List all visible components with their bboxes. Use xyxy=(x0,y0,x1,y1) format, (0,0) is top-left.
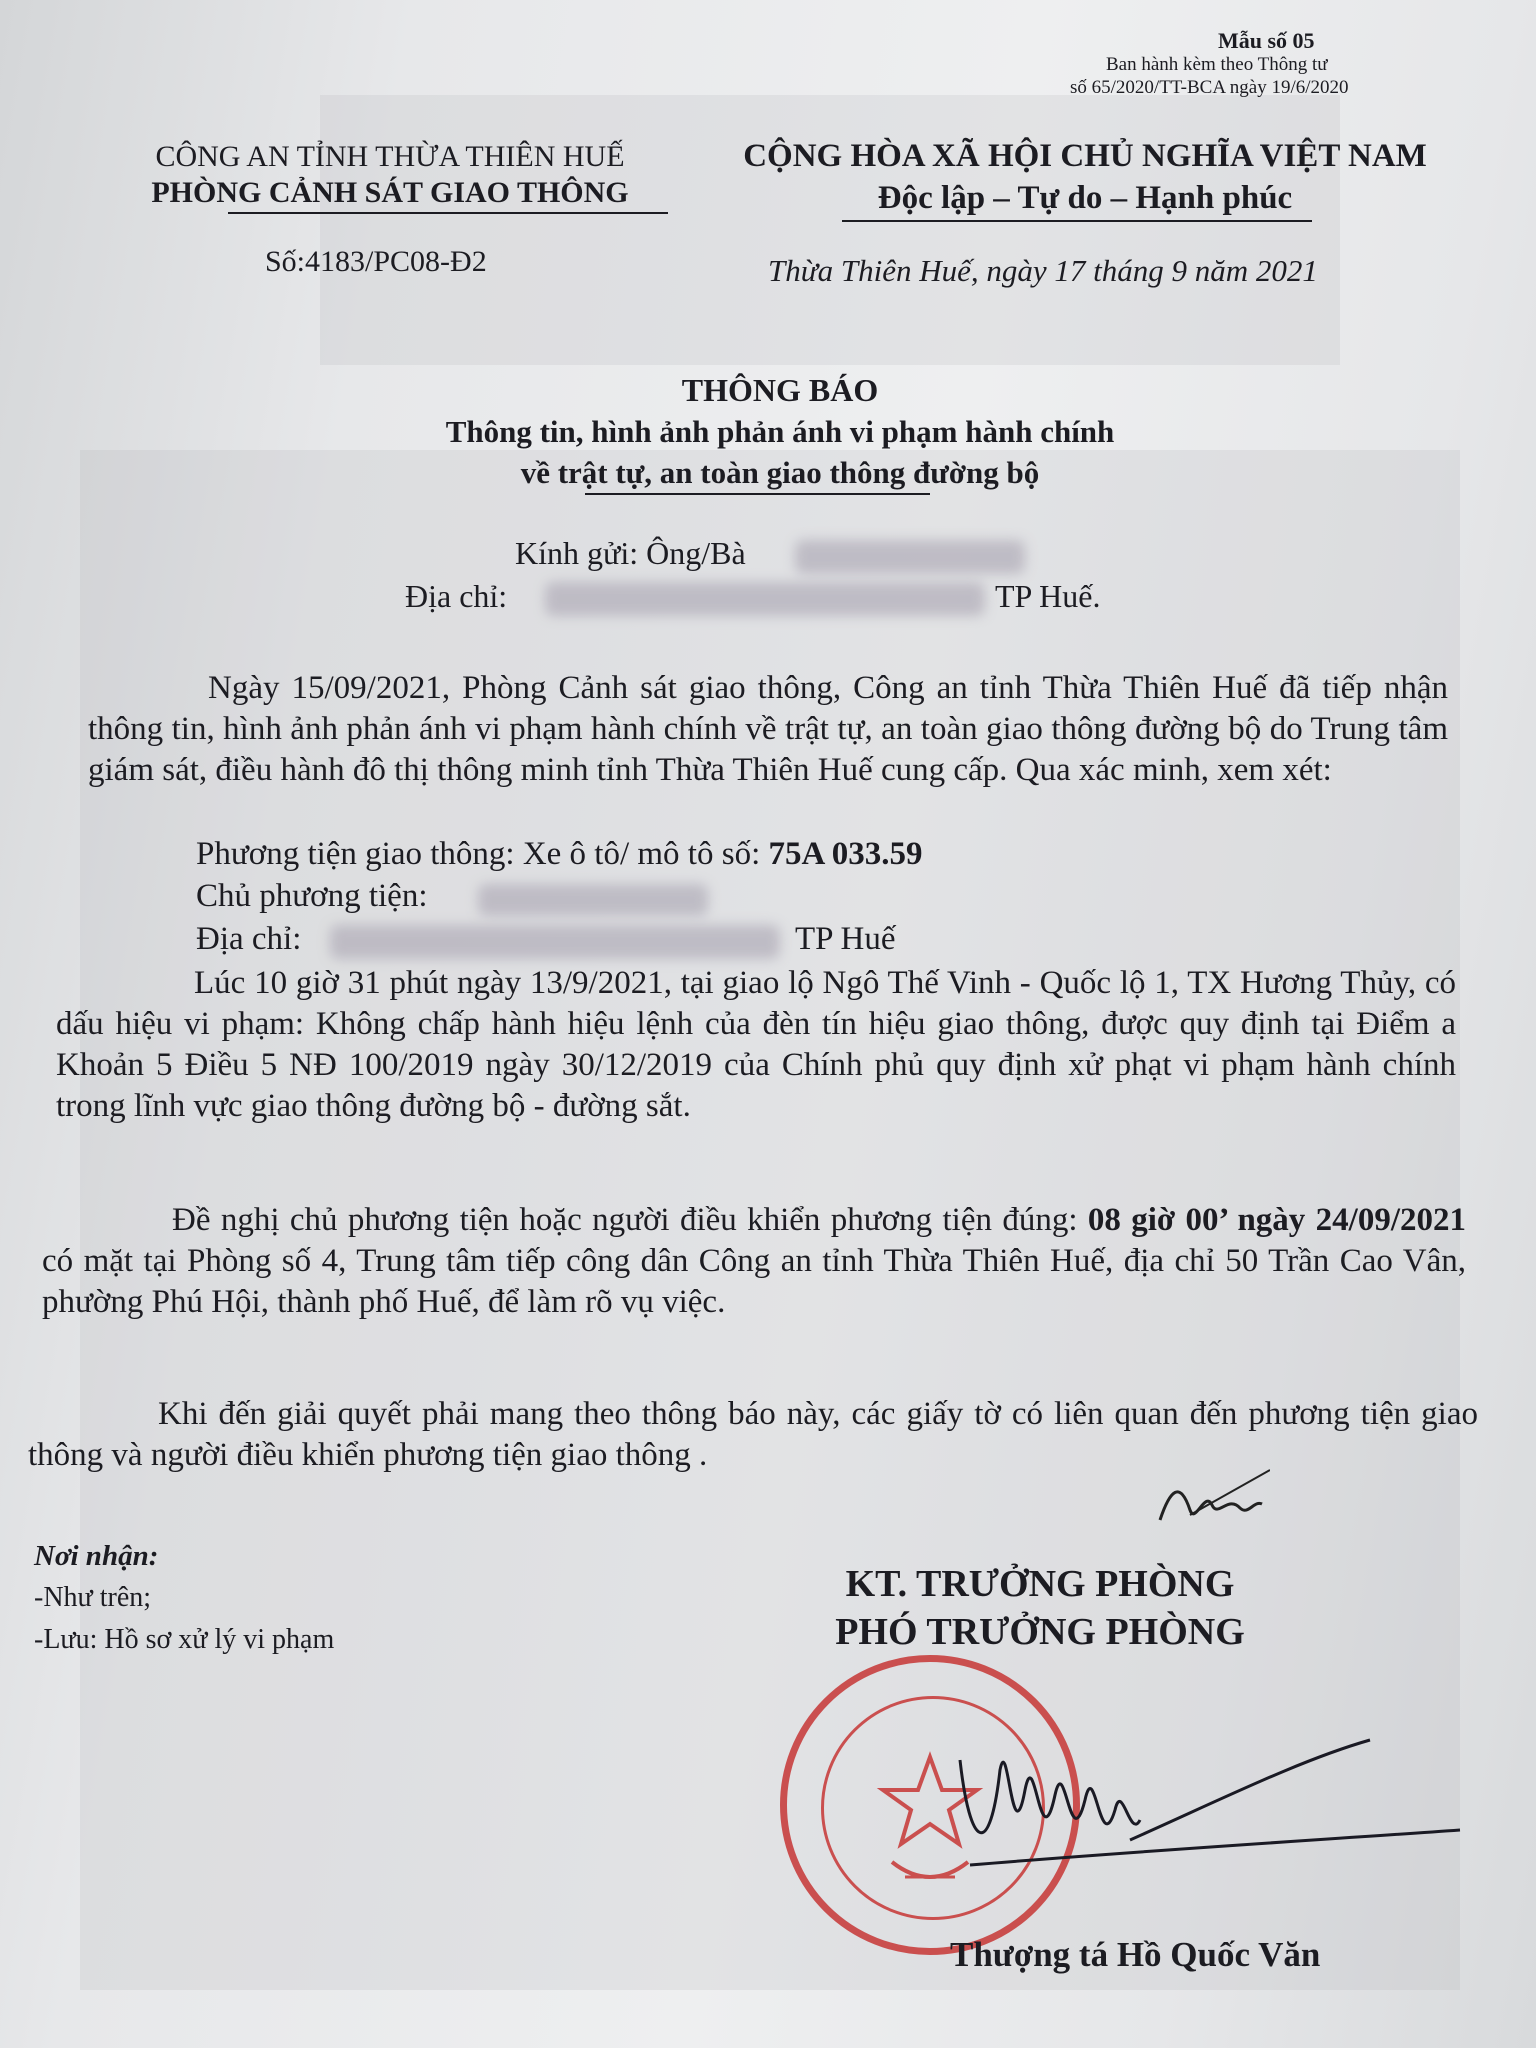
recipients-item-1: -Như trên; xyxy=(34,1582,152,1613)
form-issued-line2: số 65/2020/TT-BCA ngày 19/6/2020 xyxy=(1070,77,1349,98)
department-underline xyxy=(228,212,668,214)
notice-title: THÔNG BÁO xyxy=(681,372,879,408)
handwritten-signature xyxy=(900,1700,1500,1880)
recipient-address-label: Địa chỉ: xyxy=(405,578,508,614)
recipient-address-city: TP Huế. xyxy=(995,578,1101,614)
notice-subtitle-2: về trật tự, an toàn giao thông đường bộ xyxy=(520,455,1040,490)
nation-name: CỘNG HÒA XÃ HỘI CHỦ NGHĨA VIỆT NAM xyxy=(743,138,1427,174)
owner-label: Chủ phương tiện: xyxy=(196,878,428,914)
paragraph-2-text: Lúc 10 giờ 31 phút ngày 13/9/2021, tại giao lộ Ngô Thế Vinh - Quốc lộ 1, TX Hương Thủy, có dấu hiệu vi phạm: Không chấp hành hiệu lệnh của đèn tín hiệu giao thông, được quy định tại Điểm a Khoản 5 Điều 5 NĐ 100/2019 ngày 30/12/2019 của Chính phủ quy định xử phạt vi phạm hành chính trong lĩnh vực giao thông đường bộ - đường sắt. xyxy=(56,965,1456,1124)
recipient-name-redacted xyxy=(795,540,1025,574)
paragraph-1-text: Ngày 15/09/2021, Phòng Cảnh sát giao thông, Công an tỉnh Thừa Thiên Huế đã tiếp nhận thông tin, hình ảnh phản ánh vi phạm hành chính về trật tự, an toàn giao thông đường bộ do Trung tâm giám sát, điều hành đô thị thông minh tỉnh Thừa Thiên Huế cung cấp. Qua xác minh, xem xét: xyxy=(88,670,1448,788)
show-through-top xyxy=(320,95,1340,365)
license-plate: 75A 033.59 xyxy=(768,836,923,872)
agency-name: CÔNG AN TỈNH THỪA THIÊN HUẾ xyxy=(155,140,625,173)
initials-mark xyxy=(1150,1460,1270,1540)
signer-name: Thượng tá Hồ Quốc Văn xyxy=(950,1935,1321,1974)
document-number: Số:4183/PC08-Đ2 xyxy=(265,245,487,278)
body-paragraph-2 xyxy=(56,963,1456,1127)
owner-address-city: TP Huế xyxy=(795,921,896,957)
owner-name-redacted xyxy=(478,884,708,916)
motto-underline xyxy=(842,220,1312,222)
vehicle-label: Phương tiện giao thông: Xe ô tô/ mô tô số: xyxy=(196,836,761,872)
appointment-time: 08 giờ 00’ ngày 24/09/2021 xyxy=(1087,1202,1467,1238)
paragraph-3-intro: Đề nghị chủ phương tiện hoặc người điều khiển phương tiện đúng: xyxy=(172,1202,1078,1238)
notice-subtitle-1: Thông tin, hình ảnh phản ánh vi phạm hành chính xyxy=(445,414,1115,449)
owner-address-label: Địa chỉ: xyxy=(196,921,302,957)
recipients-item-2: -Lưu: Hồ sơ xử lý vi phạm xyxy=(34,1624,335,1655)
form-issued-line1: Ban hành kèm theo Thông tư xyxy=(1106,54,1328,75)
owner-address-redacted xyxy=(330,925,780,959)
recipient-label: Kính gửi: Ông/Bà xyxy=(515,535,746,571)
national-motto: Độc lập – Tự do – Hạnh phúc xyxy=(877,180,1293,216)
place-date: Thừa Thiên Huế, ngày 17 tháng 9 năm 2021 xyxy=(768,253,1318,288)
recipients-label: Nơi nhận: xyxy=(34,1540,159,1572)
department-name: PHÒNG CẢNH SÁT GIAO THÔNG xyxy=(151,176,629,209)
signer-role-1: KT. TRƯỞNG PHÒNG xyxy=(845,1563,1235,1605)
form-number: Mẫu số 05 xyxy=(1218,28,1315,53)
paragraph-4-text: Khi đến giải quyết phải mang theo thông báo này, các giấy tờ có liên quan đến phương tiện giao thông và người điều khiển phương tiện giao thông . xyxy=(28,1396,1478,1473)
recipient-address-redacted xyxy=(545,582,985,616)
paragraph-3-details: có mặt tại Phòng số 4, Trung tâm tiếp công dân Công an tỉnh Thừa Thiên Huế, địa chỉ 50 Trần Cao Vân, phường Phú Hội, thành phố Huế, để làm rõ vụ việc. xyxy=(42,1243,1466,1320)
body-paragraph-3 xyxy=(42,1200,1466,1323)
signer-role-2: PHÓ TRƯỞNG PHÒNG xyxy=(835,1611,1245,1653)
subtitle-underline xyxy=(585,493,930,495)
body-paragraph-1 xyxy=(88,668,1448,791)
vehicle-line xyxy=(196,836,923,873)
